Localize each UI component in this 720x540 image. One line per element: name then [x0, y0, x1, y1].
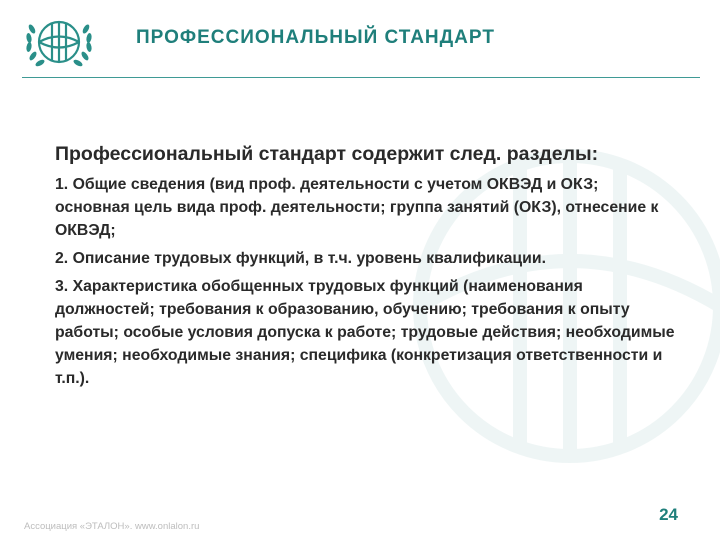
list-item: 3. Характеристика обобщенных трудовых функций (наименования должностей; требования к образованию, обучению; требования к опыту работы; особые условия допуска к работе; трудовые действия; необходимые умения; необходимые знания; специфика (конкретизация ответственности и т.п.). [55, 278, 675, 387]
lead-heading: Профессиональный стандарт содержит след. разделы: [55, 143, 599, 165]
list-item: 2. Описание трудовых функций, в т.ч. уровень квалификации. [55, 250, 546, 267]
page-title: ПРОФЕССИОНАЛЬНЫЙ СТАНДАРТ [136, 27, 495, 48]
list-item: 1. Общие сведения (вид проф. деятельности с учетом ОКВЭД и ОКЗ; основная цель вида проф. деятельности; группа занятий (ОКЗ), отнесение к ОКВЭД; [55, 176, 659, 239]
wreath-logo-icon [19, 9, 99, 75]
content-body [55, 141, 675, 395]
header-divider [22, 77, 700, 78]
page-number: 24 [659, 505, 678, 524]
footer-text: Ассоциация «ЭТАЛОН». www.onlalon.ru [24, 521, 200, 532]
